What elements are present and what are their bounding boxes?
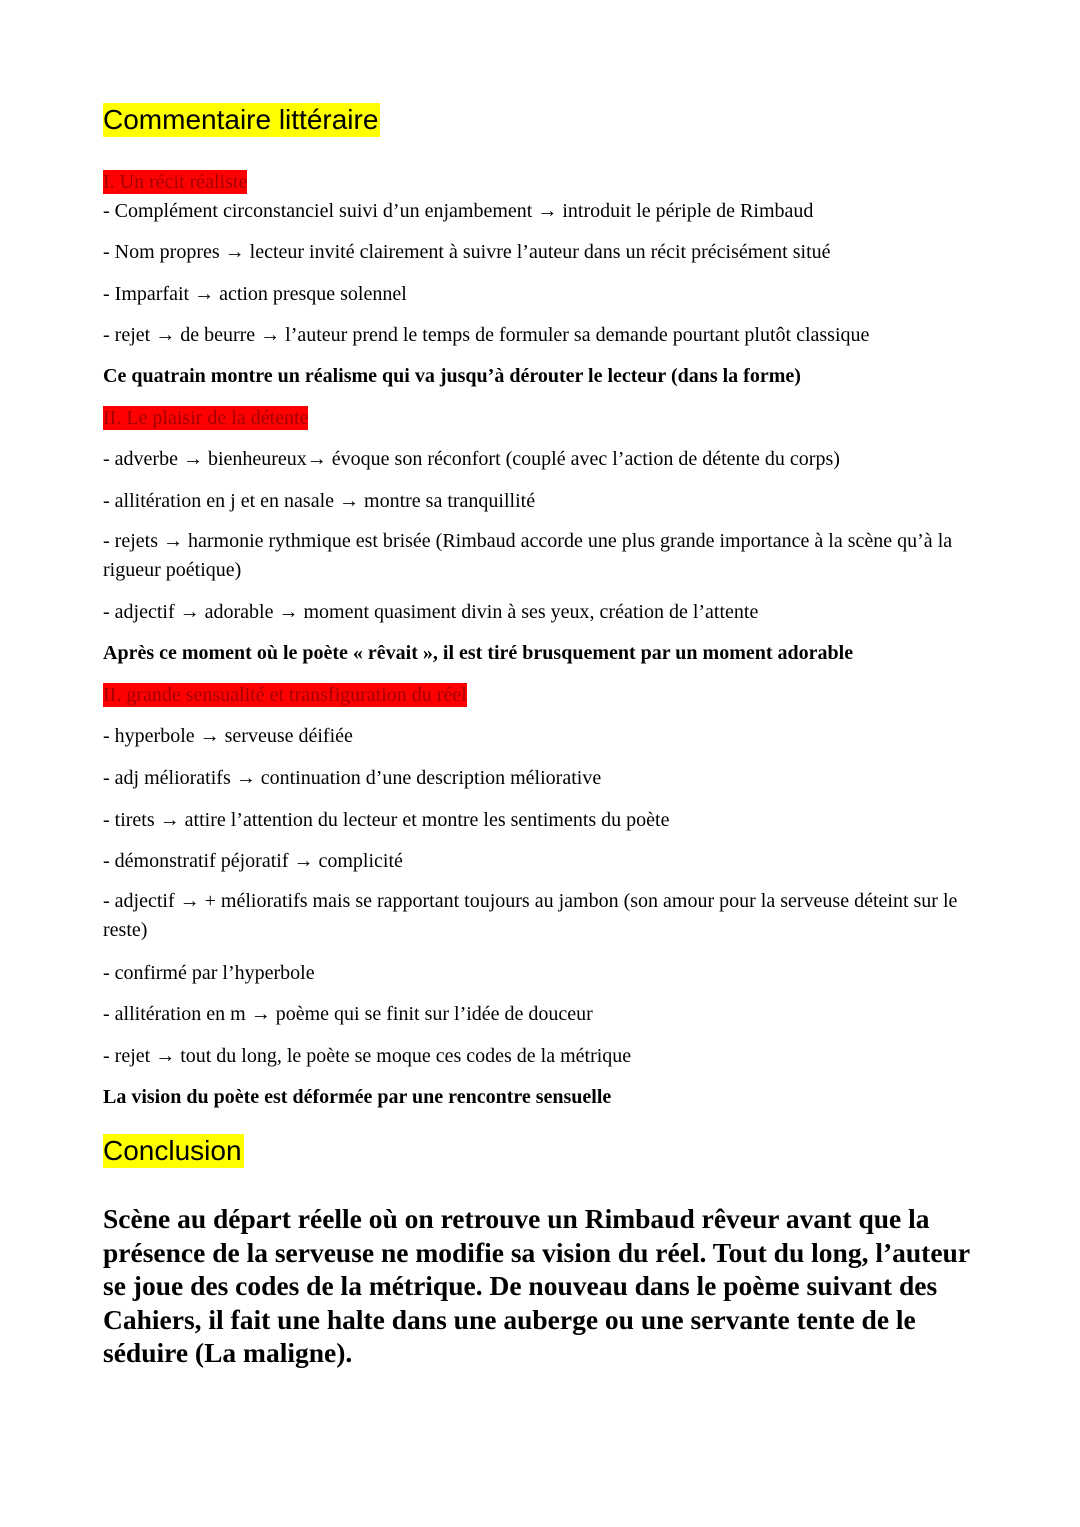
list-item: - hyperbole → serveuse déifiée <box>103 725 353 747</box>
list-item: - Nom propres → lecteur invité clairement à suivre l’auteur dans un récit précisément situé <box>103 241 831 263</box>
list-item: - adverbe → bienheureux→ évoque son réconfort (couplé avec l’action de détente du corps) <box>103 448 840 470</box>
section-heading-2: II. Le plaisir de la détente <box>103 407 309 429</box>
conclusion-text: Scène au départ réelle où on retrouve un Rimbaud rêveur avant que la présence de la serveuse ne modifie sa vision du réel. Tout du long, l’auteur se joue des codes de la métrique. De nouveau dans le poème suivant des Cahiers, il fait une halte dans une auberge ou une servante tente de le séduire (La maligne). <box>103 1203 970 1368</box>
list-item: - rejets → harmonie rythmique est brisée (Rimbaud accorde une plus grande importance à la scène qu’à la rigueur poétique) <box>103 530 953 581</box>
list-item: - tirets → attire l’attention du lecteur et montre les sentiments du poète <box>103 809 670 831</box>
list-item: - adjectif → + mélioratifs mais se rapportant toujours au jambon (son amour pour la serveuse déteint sur le reste) <box>103 890 958 941</box>
list-item: - Imparfait → action presque solennel <box>103 283 407 305</box>
conclusion-heading: Conclusion <box>103 1135 242 1166</box>
section-summary-2: Après ce moment où le poète « rêvait », il est tiré brusquement par un moment adorable <box>103 642 854 664</box>
list-item: - allitération en m → poème qui se finit sur l’idée de douceur <box>103 1003 593 1025</box>
list-item: - adjectif → adorable → moment quasiment divin à ses yeux, création de l’attente <box>103 601 759 623</box>
list-item: - confirmé par l’hyperbole <box>103 962 315 984</box>
list-item: - adj mélioratifs → continuation d’une description méliorative <box>103 767 602 789</box>
document-title: Commentaire littéraire <box>103 104 379 135</box>
section-heading-1: I. Un récit réaliste <box>103 171 248 193</box>
list-item: - démonstratif péjoratif → complicité <box>103 850 403 872</box>
list-item: - Complément circonstanciel suivi d’un enjambement → introduit le périple de Rimbaud <box>103 200 814 222</box>
list-item: - rejet → tout du long, le poète se moque ces codes de la métrique <box>103 1045 632 1067</box>
list-item: - rejet → de beurre → l’auteur prend le temps de formuler sa demande pourtant plutôt classique <box>103 324 870 346</box>
section-heading-3: II. grande sensualité et transfiguration du réel <box>103 684 467 706</box>
list-item: - allitération en j et en nasale → montre sa tranquillité <box>103 490 536 512</box>
section-summary-3: La vision du poète est déformée par une rencontre sensuelle <box>103 1086 612 1108</box>
section-summary-1: Ce quatrain montre un réalisme qui va jusqu’à dérouter le lecteur (dans la forme) <box>103 365 801 387</box>
